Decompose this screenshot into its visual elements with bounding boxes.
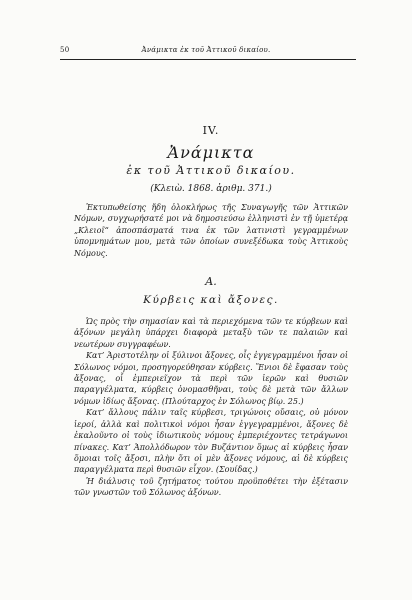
section-source-citation: (Κλειὼ. 1868. ἀριθμ. 371.) xyxy=(150,184,272,194)
page-number: 50 xyxy=(60,46,70,54)
body-paragraph: Ἡ διάλυσις τοῦ ζητήματος τούτου προϋποθέτει τὴν ἐξέτασιν τῶν γνωστῶν τοῦ Σόλωνος ἀξόνων. xyxy=(74,476,348,498)
body-paragraph: Κατ’ Ἀριστοτέλην οἱ ξύλινοι ἄξονες, οἷς ἐγγεγραμμένοι ἦσαν οἱ Σόλωνος νόμοι, προσηγορεύθησαν κύρβεις. Ἕνιοι δὲ ἔφασαν τοὺς ἄξονας, οἷ ἐμπεριεῖχον τὰ περὶ τῶν ἱερῶν καὶ θυσιῶν παραγγέλματα, κύρβεις ὀνομασθῆναι, τοὺς δὲ μετὰ τῶν ἄλλων νόμων ἰδίως ἄξονας. (Πλούταρχος ἐν Σόλωνος βίῳ. 25.) xyxy=(74,351,348,406)
page-content xyxy=(74,124,348,499)
section-title: Ἀνάμικτα xyxy=(167,143,255,162)
running-head: Ἀνάμικτα ἐκ τοῦ Ἀττικοῦ δικαίου. xyxy=(141,46,271,54)
body-paragraph: Ὡς πρὸς τὴν σημασίαν καὶ τὰ περιεχόμενα τῶν τε κύρβεων καὶ ἀξόνων μεγάλη ὑπάρχει διαφορὰ μεταξὺ τῶν τε παλαιῶν καὶ νεωτέρων συγγραφέων. xyxy=(74,317,348,349)
body-paragraph: Κατ’ ἄλλους πάλιν ταῖς κύρβεσι, τριγώνοις οὔσαις, οὐ μόνον ἱεροί, ἀλλὰ καὶ πολιτικοὶ νόμοι ἦσαν ἐγγεγραμμένοι, ἄξονες δὲ ἐκαλοῦντο οἱ τοὺς ἰδιωτικοὺς νόμους ἐμπεριέχοντες τετράγωνοι πίνακες. Κατ’ Ἀπολλόδωρον τὸν Βυζάντιον ὅμως αἱ κύρβεις ἦσαν ὅμοιαι τοῖς ἄξοσι, πλὴν ὅτι οἱ μὲν ἄξονες νόμους, αἱ δὲ κύρβεις παραγγέλματα περὶ θυσιῶν εἶχον. (Σουίδας.) xyxy=(74,408,348,475)
section-number: IV. xyxy=(202,124,220,137)
subsection-title: Κύρβεις καὶ ἄξονες. xyxy=(143,294,279,307)
intro-paragraph: Ἐκτυπωθείσης ἤδη ὁλοκλήρως τῆς Συναγωγῆς τῶν Ἀττικῶν Νόμων, συγχωρήσατέ μοι νὰ δημοσιεύσω ἑλληνιστὶ ἐν τῇ ὑμετέρᾳ „Κλειοῖ“ ἀποσπάσματά τινα ἐκ τῶν λατινιστὶ γεγραμμένων ὑπομνημάτων μου, μετὰ τῶν ὁποίων συνεξέδωκα τοὺς Ἀττικοὺς Νόμους. xyxy=(74,203,348,258)
section-subtitle: ἐκ τοῦ Ἀττικοῦ δικαίου. xyxy=(126,164,296,177)
header-rule xyxy=(60,59,356,60)
subsection-letter: Α. xyxy=(205,275,217,289)
